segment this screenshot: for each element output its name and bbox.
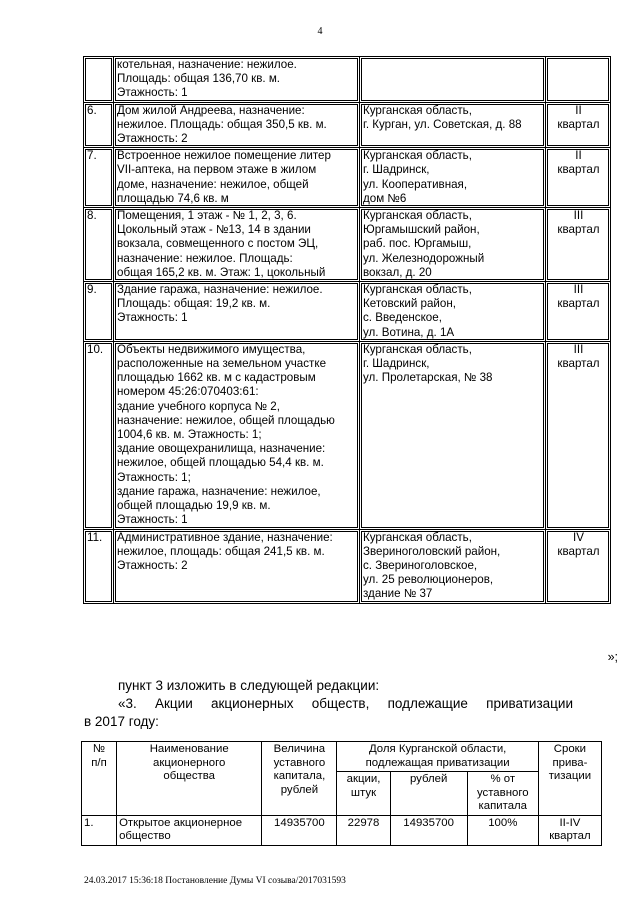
text-line: площадью 1662 кв. м с кадастровым — [117, 371, 316, 385]
text-line: назначение: нежилое. Площадь: — [117, 251, 293, 265]
row-term — [546, 148, 611, 208]
text-line: II — [575, 103, 582, 117]
text-line: Величина — [273, 743, 326, 755]
row-address — [360, 208, 546, 282]
text-line: Кетовский район, — [363, 297, 456, 311]
header-rubles — [390, 772, 467, 816]
text-line: штук — [350, 786, 377, 799]
heading-word: подлежащие — [387, 696, 468, 711]
text-line: Курганская область, — [363, 342, 472, 356]
table-row — [84, 529, 611, 603]
row-term — [546, 529, 611, 603]
text-line: квартал — [557, 223, 600, 237]
row-num: 8. — [84, 208, 114, 282]
row-term — [546, 208, 611, 282]
text-line: г. Шадринск, — [363, 163, 430, 177]
text-line: III — [573, 283, 584, 297]
text-line: акционерного — [153, 756, 226, 769]
heading-word: Акции — [155, 696, 193, 711]
text-line: г. Курган, ул. Советская, д. 88 — [363, 117, 522, 131]
header-percent — [467, 772, 538, 816]
row-description — [114, 282, 360, 342]
amendment-paragraph: пункт 3 изложить в следующей редакции: — [118, 678, 380, 693]
text-line: Курганская область, — [363, 209, 472, 223]
text-line: квартал — [557, 163, 600, 177]
text-line: подлежащая приватизации — [365, 756, 510, 769]
text-line: Помещения, 1 этаж - № 1, 2, 3, 6. — [117, 209, 297, 223]
text-line: Сроки — [553, 743, 587, 755]
row-address — [360, 529, 546, 603]
text-line: с. Введенское, — [363, 311, 442, 325]
text-line: нежилое, площадь: общая 241,5 кв. м. — [117, 544, 325, 558]
row-rubles: 14935700 — [390, 815, 467, 845]
section-heading — [118, 696, 573, 711]
text-line: номером 45:26:070403:61: — [117, 385, 259, 399]
row-description — [114, 148, 360, 208]
header-row — [82, 742, 602, 772]
row-capital: 14935700 — [262, 815, 337, 845]
header-name — [117, 742, 262, 816]
row-description — [114, 57, 360, 103]
row-description — [114, 102, 360, 148]
text-line: Курганская область, — [363, 530, 472, 544]
row-term — [538, 815, 601, 845]
text-line: дом №6 — [363, 191, 407, 205]
text-line: п/п — [91, 756, 107, 769]
text-line: Цокольный этаж - №13, 14 в здании — [117, 223, 311, 237]
row-term — [546, 282, 611, 342]
text-line: квартал — [549, 830, 591, 842]
text-line: IV — [573, 530, 584, 544]
footer-stamp: 24.03.2017 15:36:18 Постановление Думы VI созыва/2017031593 — [84, 876, 346, 886]
text-line: ул. 25 революционеров, — [363, 573, 494, 587]
text-line: назначение: нежилое, общей площадью — [117, 413, 335, 427]
text-line: тизации — [548, 770, 592, 782]
text-line: уставного — [273, 756, 326, 769]
row-address — [360, 148, 546, 208]
text-line: III — [573, 209, 584, 223]
row-term — [546, 57, 611, 103]
table-row — [82, 815, 602, 845]
row-description — [114, 341, 360, 529]
text-line: общества — [163, 770, 215, 782]
text-line: Дом жилой Андреева, назначение: — [117, 103, 305, 117]
text-line: % от — [490, 773, 516, 785]
row-description — [114, 529, 360, 603]
row-address — [360, 102, 546, 148]
row-num: 7. — [84, 148, 114, 208]
text-line: здание гаража, назначение: нежилое, — [117, 484, 321, 498]
row-term — [546, 102, 611, 148]
text-line: капитала, — [273, 770, 326, 782]
text-line: прива- — [552, 756, 588, 769]
text-line: Площадь: общая: 19,2 кв. м. — [117, 297, 271, 311]
row-percent: 100% — [467, 815, 538, 845]
section-heading-cont: в 2017 году: — [84, 714, 159, 729]
text-line: нежилое, общей площадью 54,4 кв. м. — [117, 456, 324, 470]
text-line: рублей — [409, 773, 448, 785]
table-row — [84, 208, 611, 282]
header-num — [82, 742, 117, 816]
row-description — [114, 208, 360, 282]
shares-table — [81, 741, 602, 846]
heading-word: приватизации — [486, 696, 573, 711]
text-line: Здание гаража, назначение: нежилое. — [117, 283, 323, 297]
text-line: квартал — [557, 357, 600, 371]
text-line: котельная, назначение: нежилое. — [117, 58, 297, 71]
text-line: Этажность: 1 — [117, 311, 188, 325]
text-line: Этажность: 1 — [117, 513, 188, 527]
text-line: Площадь: общая 136,70 кв. м. — [117, 72, 281, 86]
table-row — [84, 148, 611, 208]
text-line: № — [92, 743, 106, 755]
row-address — [360, 341, 546, 529]
text-line: г. Шадринск, — [363, 357, 430, 371]
text-line: Этажность: 2 — [117, 558, 188, 572]
row-num: 6. — [84, 102, 114, 148]
text-line: вокзала, совмещенного с постом ЭЦ, — [117, 237, 319, 251]
text-line: квартал — [557, 297, 600, 311]
text-line: уставного — [476, 786, 529, 799]
text-line: общество — [119, 830, 171, 842]
header-term — [538, 742, 601, 816]
row-num: 11. — [84, 529, 114, 603]
text-line: расположенные на земельном участке — [117, 357, 327, 371]
row-num — [84, 57, 114, 103]
text-line: акции, — [346, 773, 381, 785]
heading-word: «3. — [118, 696, 137, 711]
text-line: ул. Пролетарская, № 38 — [363, 371, 493, 385]
row-term — [546, 341, 611, 529]
row-num: 10. — [84, 341, 114, 529]
text-line: Курганская область, — [363, 283, 472, 297]
text-line: ул. Вотина, д. 1А — [363, 325, 455, 339]
row-name — [117, 815, 262, 845]
text-line: II — [575, 149, 582, 163]
row-address — [360, 57, 546, 103]
text-line: Звериноголовский район, — [363, 544, 501, 558]
text-line: капитала — [478, 800, 528, 812]
text-line: общая 165,2 кв. м. Этаж: 1, цокольный — [117, 265, 326, 279]
text-line: рублей — [280, 783, 319, 796]
header-capital — [262, 742, 337, 816]
header-share — [337, 742, 538, 772]
text-line: раб. пос. Юргамыш, — [363, 237, 472, 251]
text-line: с. Звериноголовское, — [363, 558, 478, 572]
text-line: Административное здание, назначение: — [117, 530, 333, 544]
table-row — [84, 102, 611, 148]
property-table — [83, 56, 611, 604]
text-line: квартал — [557, 117, 600, 131]
text-line: Встроенное нежилое помещение литер — [117, 149, 331, 163]
text-line: ул. Кооперативная, — [363, 177, 468, 191]
heading-word: акционерных — [210, 696, 294, 711]
page-number: 4 — [317, 26, 323, 37]
text-line: Открытое акционерное — [119, 816, 243, 829]
text-line: здание № 37 — [363, 587, 433, 601]
text-line: здание овощехранилища, назначение: — [117, 442, 326, 456]
table-row — [84, 282, 611, 342]
text-line: Доля Курганской области, — [368, 743, 507, 755]
text-line: Этажность: 2 — [117, 132, 188, 146]
text-line: нежилое. Площадь: общая 350,5 кв. м. — [117, 117, 327, 131]
text-line: II-IV — [559, 816, 581, 829]
text-line: Этажность: 1; — [117, 470, 191, 484]
heading-word: обществ, — [311, 696, 370, 711]
text-line: Курганская область, — [363, 149, 472, 163]
text-line: Юргамышский район, — [363, 223, 480, 237]
text-line: общей площадью 19,9 кв. м. — [117, 499, 271, 513]
row-shares: 22978 — [337, 815, 390, 845]
text-line: Наименование — [149, 743, 229, 755]
row-num: 1. — [82, 815, 117, 845]
row-address — [360, 282, 546, 342]
text-line: Этажность: 1 — [117, 86, 188, 100]
text-line: III — [573, 342, 584, 356]
text-line: вокзал, д. 20 — [363, 265, 432, 279]
text-line: ул. Железнодорожный — [363, 251, 485, 265]
text-line: здание учебного корпуса № 2, — [117, 399, 280, 413]
table-row — [84, 57, 611, 103]
header-shares — [337, 772, 390, 816]
row-num: 9. — [84, 282, 114, 342]
text-line: VII-аптека, на первом этаже в жилом — [117, 163, 317, 177]
text-line: 1004,6 кв. м. Этажность: 1; — [117, 428, 262, 442]
text-line: Курганская область, — [363, 103, 472, 117]
closing-quote: »; — [607, 650, 618, 664]
text-line: доме, назначение: нежилое, общей — [117, 177, 309, 191]
table-row — [84, 341, 611, 529]
text-line: квартал — [557, 544, 600, 558]
text-line: площадью 74,6 кв. м — [117, 191, 229, 205]
text-line: Объекты недвижимого имущества, — [117, 342, 306, 356]
